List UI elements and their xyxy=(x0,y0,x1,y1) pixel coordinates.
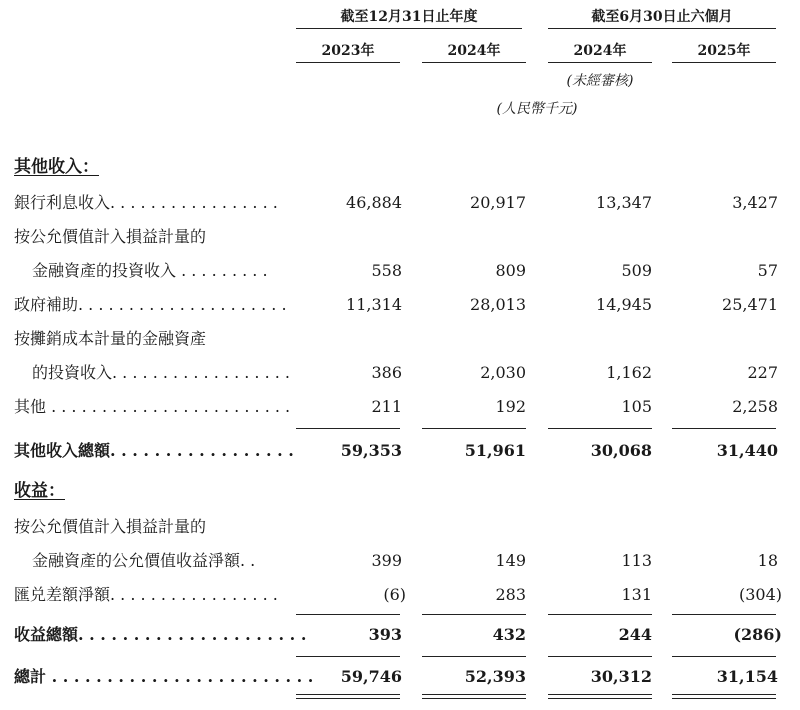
cell-2024-interim: 113 xyxy=(621,551,652,570)
gains-rule-top-1 xyxy=(296,614,400,615)
total-row-gains xyxy=(0,620,800,650)
cell-2024-annual: 432 xyxy=(492,625,526,644)
double-rule-1b xyxy=(296,698,400,699)
cell-2025: 3,427 xyxy=(732,193,778,212)
header-group-interim-rule xyxy=(548,28,776,29)
cell-2023: 59,746 xyxy=(340,667,402,686)
cell-2025: 227 xyxy=(747,363,778,382)
table-row xyxy=(0,546,800,576)
double-rule-2a xyxy=(422,694,526,695)
double-rule-2b xyxy=(422,698,526,699)
double-rule-4b xyxy=(672,698,776,699)
table-row xyxy=(0,290,800,320)
header-year-2024-annual: 2024年 xyxy=(447,43,501,59)
cell-2024-interim: 244 xyxy=(618,625,652,644)
row-label: 按攤銷成本計量的金融資產 xyxy=(14,329,207,348)
cell-2023: 558 xyxy=(371,261,402,280)
subtotal-rule-top-2 xyxy=(422,428,526,429)
double-rule-1a xyxy=(296,694,400,695)
header-year-2025: 2025年 xyxy=(697,43,751,59)
row-label: 其他收入總額. . . . . . . . . . . . . . . . . xyxy=(14,441,294,460)
header-group-annual-rule xyxy=(296,28,522,29)
cell-2025: 18 xyxy=(757,551,778,570)
row-label: 按公允價值計入損益計量的 xyxy=(14,227,207,246)
table-row xyxy=(0,188,800,218)
cell-2024-annual: 283 xyxy=(495,585,526,604)
cell-2024-annual: 20,917 xyxy=(470,193,526,212)
row-label: 銀行利息收入. . . . . . . . . . . . . . . . . xyxy=(14,193,278,212)
grand-rule-top-3 xyxy=(548,656,652,657)
double-rule-3a xyxy=(548,694,652,695)
row-label: 金融資產的投資收入 . . . . . . . . . xyxy=(32,261,268,280)
cell-2024-annual: 2,030 xyxy=(480,363,526,382)
row-label: 金融資產的公允價值收益淨額. . xyxy=(32,551,256,570)
header-unaudited: (未經審核) xyxy=(566,73,634,89)
grand-rule-top-4 xyxy=(672,656,776,657)
cell-2025: (286) xyxy=(733,625,782,644)
double-rule-4a xyxy=(672,694,776,695)
cell-2023: 399 xyxy=(371,551,402,570)
cell-2024-interim: 30,068 xyxy=(590,441,652,460)
header-unit: (人民幣千元) xyxy=(496,101,578,117)
cell-2025: 2,258 xyxy=(732,397,778,416)
row-label: 其他 . . . . . . . . . . . . . . . . . . . . . . . . xyxy=(14,397,291,416)
cell-2023: 59,353 xyxy=(340,441,402,460)
cell-2025: 57 xyxy=(757,261,778,280)
table-row xyxy=(0,512,800,542)
subtotal-rule-top-4 xyxy=(672,428,776,429)
total-row-other-income xyxy=(0,436,800,466)
cell-2023: 393 xyxy=(368,625,402,644)
cell-2024-interim: 13,347 xyxy=(596,193,652,212)
cell-2023: 211 xyxy=(371,397,402,416)
row-label: 政府補助. . . . . . . . . . . . . . . . . . . . . xyxy=(14,295,287,314)
cell-2024-annual: 809 xyxy=(495,261,526,280)
section-title-gains: 收益： xyxy=(14,481,65,501)
cell-2024-interim: 14,945 xyxy=(596,295,652,314)
row-label: 總計 . . . . . . . . . . . . . . . . . . . . . . . . xyxy=(14,667,314,686)
header-group-annual: 截至12月31日止年度 xyxy=(340,9,478,25)
table-row xyxy=(0,222,800,252)
cell-2023: 46,884 xyxy=(346,193,402,212)
header-year-rule-4 xyxy=(672,62,776,63)
gains-rule-top-2 xyxy=(422,614,526,615)
table-row xyxy=(0,580,800,610)
cell-2023: (6) xyxy=(383,585,406,604)
subtotal-rule-top-3 xyxy=(548,428,652,429)
cell-2023: 386 xyxy=(371,363,402,382)
table-row xyxy=(0,392,800,422)
cell-2025: 31,440 xyxy=(716,441,778,460)
table-row xyxy=(0,358,800,388)
double-rule-3b xyxy=(548,698,652,699)
gains-rule-top-4 xyxy=(672,614,776,615)
cell-2024-annual: 149 xyxy=(495,551,526,570)
row-label: 收益總額. . . . . . . . . . . . . . . . . . . . . xyxy=(14,625,307,644)
row-label: 按公允價值計入損益計量的 xyxy=(14,517,207,536)
cell-2024-annual: 28,013 xyxy=(470,295,526,314)
cell-2024-interim: 30,312 xyxy=(590,667,652,686)
cell-2024-annual: 192 xyxy=(495,397,526,416)
section-title-other-income: 其他收入： xyxy=(14,157,99,177)
grand-rule-top-1 xyxy=(296,656,400,657)
header-year-rule-1 xyxy=(296,62,400,63)
header-year-rule-2 xyxy=(422,62,526,63)
cell-2024-interim: 131 xyxy=(621,585,652,604)
cell-2023: 11,314 xyxy=(346,295,402,314)
grand-total-row xyxy=(0,662,800,692)
grand-rule-top-2 xyxy=(422,656,526,657)
cell-2025: (304) xyxy=(738,585,782,604)
header-year-2023: 2023年 xyxy=(321,43,375,59)
cell-2024-interim: 1,162 xyxy=(606,363,652,382)
cell-2024-interim: 105 xyxy=(621,397,652,416)
cell-2024-interim: 509 xyxy=(621,261,652,280)
cell-2025: 31,154 xyxy=(716,667,778,686)
gains-rule-top-3 xyxy=(548,614,652,615)
cell-2024-annual: 52,393 xyxy=(464,667,526,686)
header-year-rule-3 xyxy=(548,62,652,63)
subtotal-rule-top-1 xyxy=(296,428,400,429)
header-group-interim: 截至6月30日止六個月 xyxy=(591,9,733,25)
table-row xyxy=(0,256,800,286)
table-row xyxy=(0,324,800,354)
header-year-2024-interim: 2024年 xyxy=(573,43,627,59)
cell-2025: 25,471 xyxy=(722,295,778,314)
row-label: 匯兑差額淨額. . . . . . . . . . . . . . . . . xyxy=(14,585,278,604)
cell-2024-annual: 51,961 xyxy=(464,441,526,460)
row-label: 的投資收入. . . . . . . . . . . . . . . . . . xyxy=(32,363,291,382)
